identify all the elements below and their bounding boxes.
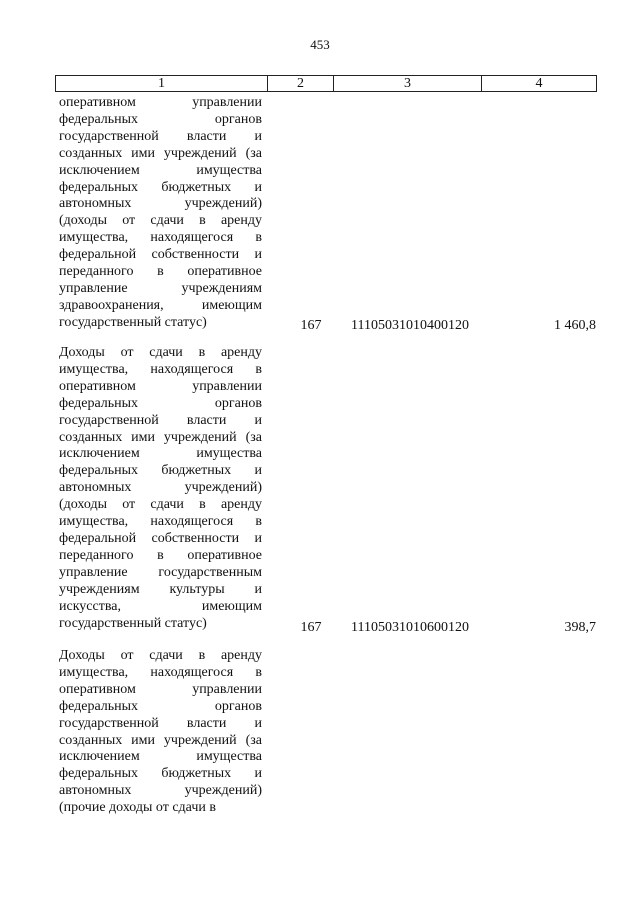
- row-1-description: оперативном управлении федеральных органов государственной власти и созданных ими учреждений (за исключением имущества федеральных бюджетных и автономных учреждений) (доходы от сдачи в аренду имущества, находящегося в федеральной собственности и переданного в оперативное управление учреждениям здравоохранения, имеющим государственный статус): [59, 95, 262, 330]
- header-col-3: 3: [334, 76, 482, 91]
- row-1-kbk-code: 11105031010400120: [351, 318, 469, 333]
- row-3-description: Доходы от сдачи в аренду имущества, находящегося в оперативном управлении федеральных органов государственной власти и созданных ими учреждений (за исключением имущества федеральных бюджетных и автономных учреждений) (прочие доходы от сдачи в: [59, 648, 262, 816]
- row-2-kbk-code: 11105031010600120: [351, 620, 469, 635]
- row-2-description: Доходы от сдачи в аренду имущества, находящегося в оперативном управлении федеральных органов государственной власти и созданных ими учреждений (за исключением имущества федеральных бюджетных и автономных учреждений) (доходы от сдачи в аренду имущества, находящегося в федеральной собственности и переданного в оперативное управление государственным учреждениям культуры и искусства, имеющим государственный статус): [59, 345, 262, 631]
- row-2-admin-code: 167: [300, 620, 322, 635]
- header-col-2: 2: [268, 76, 334, 91]
- row-1-admin-code: 167: [300, 318, 322, 333]
- page-number: 453: [310, 37, 330, 52]
- header-col-4: 4: [535, 76, 543, 91]
- row-1-amount: 1 460,8: [554, 318, 596, 333]
- header-col-1: 1: [56, 76, 268, 91]
- row-2-amount: 398,7: [564, 620, 596, 635]
- table-header-row: [55, 75, 597, 92]
